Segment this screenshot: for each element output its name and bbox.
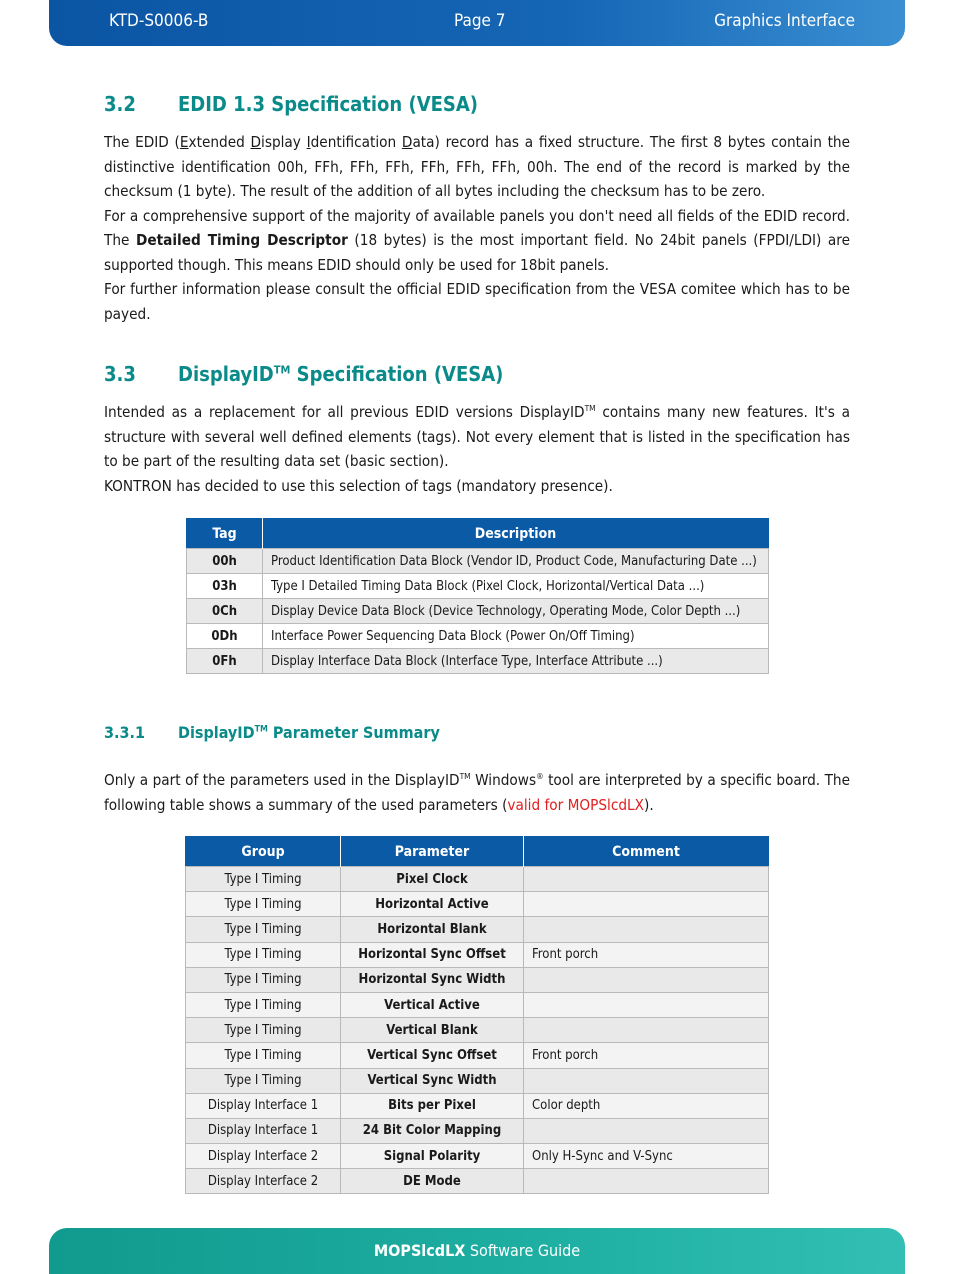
- parameter-summary-paragraph: Only a part of the parameters used in the DisplayID™ Windows® tool are interpreted by a specific board. The following table shows a summary of the used parameters (valid for MOPSlcdLX).: [104, 770, 850, 814]
- parameter-cell: Vertical Sync Width: [341, 1068, 524, 1093]
- table-row: [186, 1018, 769, 1043]
- footer-title: MOPSlcdLX Software Guide: [373, 1241, 581, 1260]
- table-row: [186, 1118, 769, 1143]
- comment-cell: [524, 867, 769, 892]
- col-group: Group: [186, 837, 341, 867]
- heading-3-2: 3.2 EDID 1.3 Specification (VESA): [104, 92, 479, 116]
- group-cell: Type I Timing: [186, 1068, 341, 1093]
- page-number: Page 7: [454, 11, 506, 31]
- heading-3-3-1: 3.3.1 DisplayID™ Parameter Summary: [104, 723, 440, 742]
- col-parameter: Parameter: [341, 837, 524, 867]
- parameter-cell: Vertical Blank: [341, 1018, 524, 1043]
- tag-cell: 03h: [187, 574, 263, 599]
- col-tag: Tag: [187, 519, 263, 549]
- parameter-cell: Pixel Clock: [341, 867, 524, 892]
- parameter-cell: Vertical Active: [341, 992, 524, 1017]
- table-row: [187, 649, 769, 674]
- description-cell: Product Identification Data Block (Vendor ID, Product Code, Manufacturing Date ...): [263, 549, 769, 574]
- table-row: [186, 1144, 769, 1169]
- table-row: [186, 1043, 769, 1068]
- group-cell: Display Interface 1: [186, 1118, 341, 1143]
- table-row: [186, 1068, 769, 1093]
- table-row: [187, 624, 769, 649]
- edid-paragraph-3: For further information please consult the official EDID specification from the VESA comitee which has to be payed.: [104, 280, 850, 323]
- table-row: [186, 867, 769, 892]
- comment-cell: [524, 967, 769, 992]
- tags-table-header: [187, 519, 769, 549]
- col-description: Description: [263, 519, 769, 549]
- table-row: [186, 917, 769, 942]
- group-cell: Display Interface 2: [186, 1169, 341, 1194]
- comment-cell: Color depth: [524, 1093, 769, 1118]
- section-3-3-body: [104, 400, 850, 498]
- group-cell: Display Interface 1: [186, 1093, 341, 1118]
- group-cell: Type I Timing: [186, 1043, 341, 1068]
- description-cell: Display Device Data Block (Device Technology, Operating Mode, Color Depth ...): [263, 599, 769, 624]
- comment-cell: [524, 1118, 769, 1143]
- description-cell: Display Interface Data Block (Interface Type, Interface Attribute ...): [263, 649, 769, 674]
- parameter-cell: Vertical Sync Offset: [341, 1043, 524, 1068]
- group-cell: Type I Timing: [186, 1018, 341, 1043]
- comment-cell: [524, 992, 769, 1017]
- page-header: [49, 0, 905, 46]
- heading-3-3: 3.3 DisplayID™ Specification (VESA): [104, 362, 504, 386]
- displayid-paragraph-1: Intended as a replacement for all previous EDID versions DisplayID™ contains many new features. It's a structure with several well defined elements (tags). Not every element that is listed in the specification has to be part of the resulting data set (basic section).: [104, 402, 850, 470]
- table-row: [187, 599, 769, 624]
- parameter-cell: Horizontal Active: [341, 892, 524, 917]
- comment-cell: [524, 917, 769, 942]
- table-row: [186, 967, 769, 992]
- tag-cell: 00h: [187, 549, 263, 574]
- tags-table: [186, 518, 769, 674]
- tag-cell: 0Dh: [187, 624, 263, 649]
- tag-cell: 0Fh: [187, 649, 263, 674]
- page-footer: [49, 1228, 905, 1274]
- parameter-cell: Signal Polarity: [341, 1144, 524, 1169]
- parameter-cell: Horizontal Sync Offset: [341, 942, 524, 967]
- table-row: [186, 992, 769, 1017]
- table-row: [186, 1093, 769, 1118]
- group-cell: Type I Timing: [186, 892, 341, 917]
- group-cell: Type I Timing: [186, 967, 341, 992]
- group-cell: Type I Timing: [186, 992, 341, 1017]
- section-name: Graphics Interface: [714, 11, 855, 31]
- table-row: [187, 574, 769, 599]
- displayid-paragraph-2: KONTRON has decided to use this selection of tags (mandatory presence).: [104, 476, 613, 495]
- parameter-cell: DE Mode: [341, 1169, 524, 1194]
- edid-paragraph-1: The EDID (Extended Display Identification Data) record has a fixed structure. The first 8 bytes contain the distinctive identification 00h, FFh, FFh, FFh, FFh, FFh, FFh, 00h. The end of the record is marked by the checksum (1 byte). The result of the addition of all bytes including the checksum has to be zero.: [104, 133, 850, 200]
- parameters-table-header: [186, 837, 769, 867]
- parameter-cell: Horizontal Blank: [341, 917, 524, 942]
- doc-id: KTD-S0006-B: [109, 11, 209, 31]
- group-cell: Type I Timing: [186, 867, 341, 892]
- parameter-cell: Bits per Pixel: [341, 1093, 524, 1118]
- comment-cell: [524, 1068, 769, 1093]
- section-3-3-1-body: [104, 768, 850, 817]
- comment-cell: Front porch: [524, 1043, 769, 1068]
- comment-cell: [524, 1018, 769, 1043]
- group-cell: Display Interface 2: [186, 1144, 341, 1169]
- group-cell: Type I Timing: [186, 917, 341, 942]
- group-cell: Type I Timing: [186, 942, 341, 967]
- parameter-cell: 24 Bit Color Mapping: [341, 1118, 524, 1143]
- parameters-table: [185, 836, 769, 1194]
- comment-cell: Front porch: [524, 942, 769, 967]
- comment-cell: Only H-Sync and V-Sync: [524, 1144, 769, 1169]
- table-row: [187, 549, 769, 574]
- description-cell: Interface Power Sequencing Data Block (Power On/Off Timing): [263, 624, 769, 649]
- table-row: [186, 892, 769, 917]
- edid-paragraph-2: For a comprehensive support of the majority of available panels you don't need all fields of the EDID record. The Detailed Timing Descriptor (18 bytes) is the most important field. No 24bit panels (FPDI/LDI) are supported though. This means EDID should only be used for 18bit panels.: [104, 206, 850, 274]
- col-comment: Comment: [524, 837, 769, 867]
- comment-cell: [524, 892, 769, 917]
- section-3-2-body: [104, 130, 850, 326]
- table-row: [186, 942, 769, 967]
- table-row: [186, 1169, 769, 1194]
- description-cell: Type I Detailed Timing Data Block (Pixel Clock, Horizontal/Vertical Data ...): [263, 574, 769, 599]
- parameter-cell: Horizontal Sync Width: [341, 967, 524, 992]
- comment-cell: [524, 1169, 769, 1194]
- tag-cell: 0Ch: [187, 599, 263, 624]
